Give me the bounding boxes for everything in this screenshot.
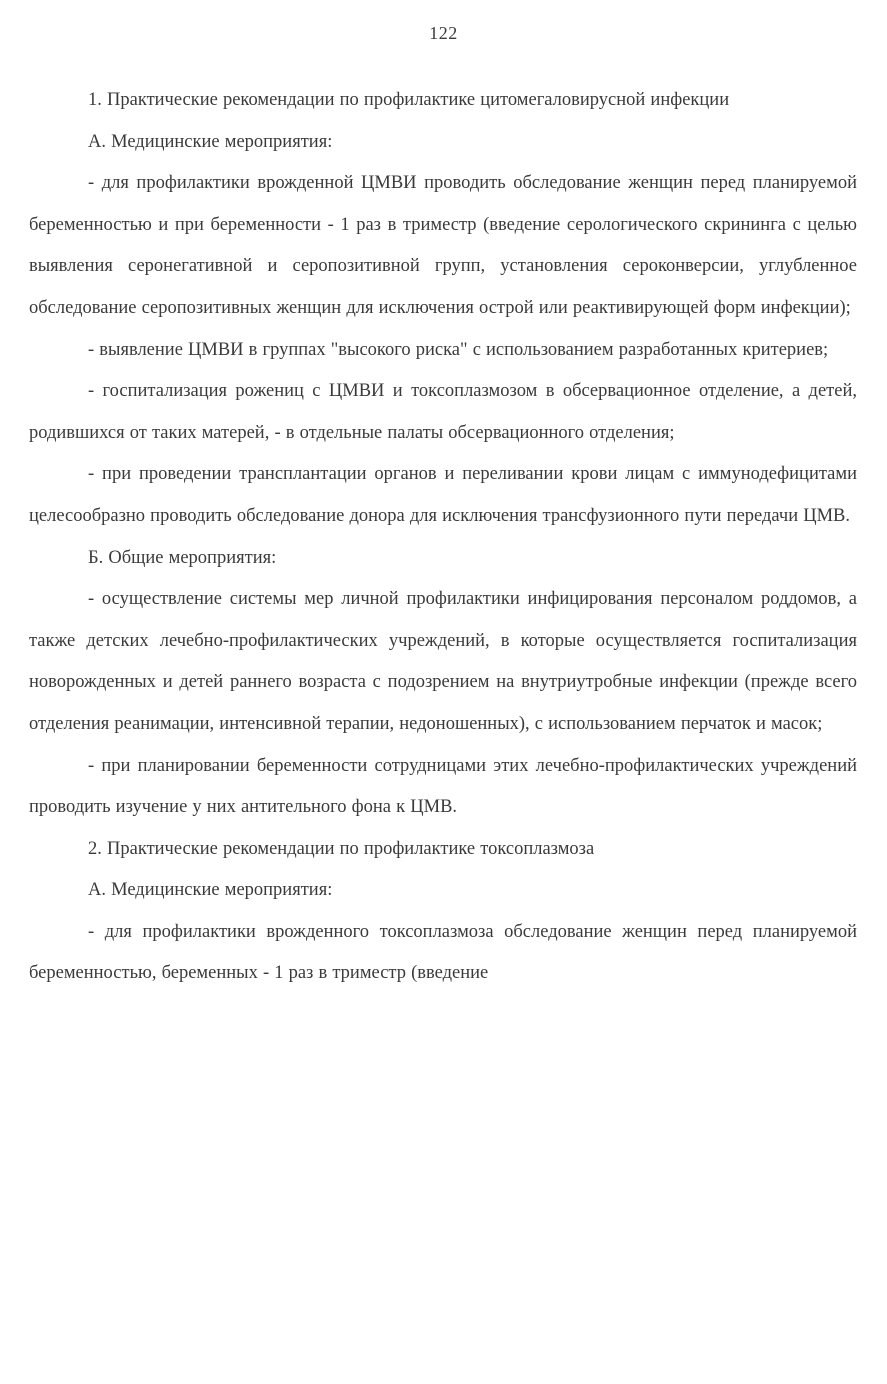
section-heading-toxoplasmosis: 2. Практические рекомендации по профилактике токсоплазмоза <box>88 838 595 859</box>
page-number: 122 <box>429 23 458 43</box>
subheading-medical-measures: А. Медицинские мероприятия: <box>88 131 333 152</box>
subheading-medical-measures-2: А. Медицинские мероприятия: <box>88 880 333 901</box>
list-item-high-risk-detection: - выявление ЦМВИ в группах "высокого риска" с использованием разработанных критериев; <box>88 339 829 360</box>
list-item-antibody-study: - при планировании беременности сотрудницами этих лечебно-профилактических учреждений проводить изучение у них антительного фона к ЦМВ. <box>29 755 857 818</box>
list-item-personal-prophylaxis: - осуществление системы мер личной профилактики инфицирования персоналом роддомов, а также детских лечебно-профилактических учреждений, в которые осуществляется госпитализация новорожденных и детей раннего возраста с подозрением на внутриутробные инфекции (прежде всего отделения реанимации, интенсивной терапии, недоношенных), с использованием перчаток и масок; <box>29 589 857 734</box>
list-item-transplantation: - при проведении трансплантации органов и переливании крови лицам с иммунодефицитами целесообразно проводить обследование донора для исключения трансфузионного пути передачи ЦМВ. <box>29 464 857 526</box>
subheading-general-measures: Б. Общие мероприятия: <box>88 547 277 568</box>
list-item-toxoplasmosis-screening: - для профилактики врожденного токсоплазмоза обследование женщин перед планируемой беременностью, беременных - 1 раз в триместр (введение <box>29 921 857 984</box>
document-body <box>29 80 857 995</box>
list-item-cmv-screening: - для профилактики врожденной ЦМВИ проводить обследование женщин перед планируемой беременностью и при беременности - 1 раз в триместр (введение серологического скрининга с целью выявления серонегативной и серопозитивной групп, установления сероконверсии, углубленное обследование серопозитивных женщин для исключения острой или реактивирующей форм инфекции); <box>29 173 857 318</box>
list-item-hospitalization: - госпитализация рожениц с ЦМВИ и токсоплазмозом в обсервационное отделение, а детей, родившихся от таких матерей, - в отдельные палаты обсервационного отделения; <box>29 381 857 443</box>
section-heading-cmv: 1. Практические рекомендации по профилактике цитомегаловирусной инфекции <box>88 90 730 110</box>
